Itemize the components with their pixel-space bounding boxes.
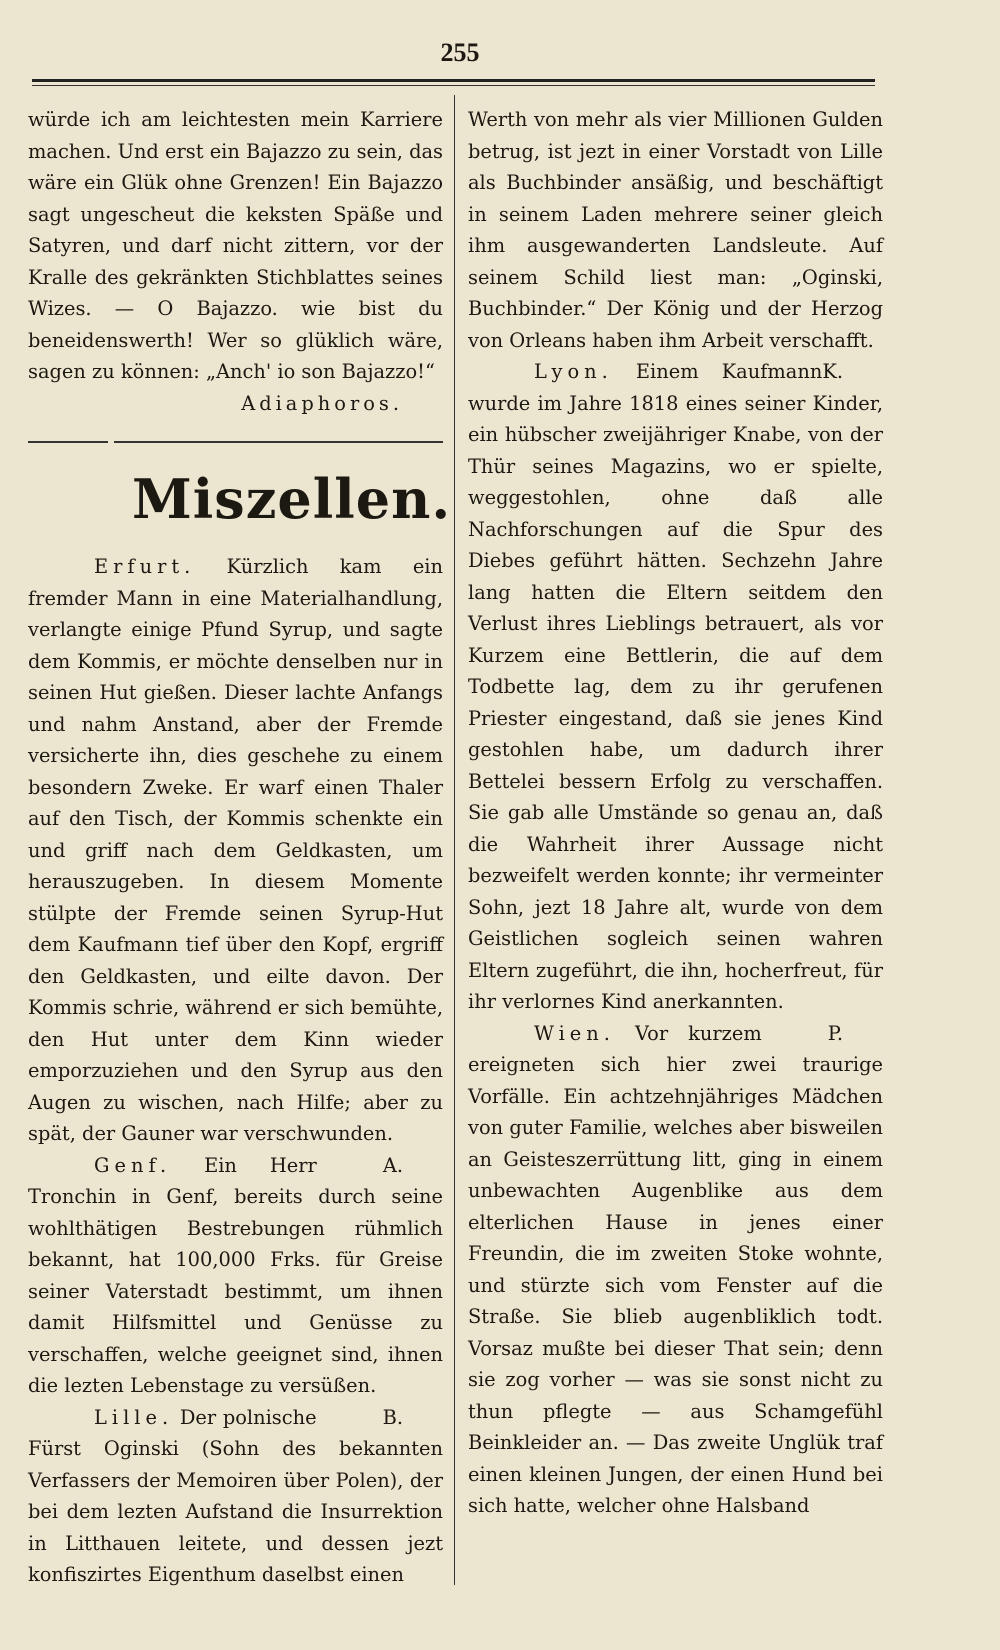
item-text: Kürzlich kam ein fremder Mann in eine Materialhandlung, verlangte einige Pfund Syrup, und sagte dem Kommis, er möchte denselben nur in seinen Hut gießen. Dieser lachte Anfangs und nahm Anstand, aber der Fremde versicherte ihn, dies geschehe zu einem besondern Zweke. Er warf einen Thaler auf den Tisch, der Kommis schenkte ein und griff nach dem Geldkasten, um herauszugeben. In diesem Momente stülpte der Fremde seinen Syrup-Hut dem Kaufmann tief über den Kopf, ergriff den Geldkasten, und eilte davon. Der Kommis schrie, während er sich bemühte, den Hut unter dem Kinn wieder emporzuziehen und den Syrup aus den Augen zu wischen, nach Hilfe; aber zu spät, der Gauner war verschwunden. bbox=[28, 555, 444, 1145]
news-item-wien bbox=[468, 1018, 883, 1522]
item-text: Vor kurzem ereigneten sich hier zwei traurige Vorfälle. Ein achtzehnjähriges Mädchen von guter Familie, welches aber bisweilen an Geisteszerrüttung litt, ging in einem unbewachten Augenblike aus dem elterlichen Hause in jenes einer Freundin, die im zweiten Stoke wohnte, und stürzte sich vom Fenster auf die Straße. Sie blieb augenbliklich todt. Vorsaz mußte bei dieser That sein; denn sie zog vorher — was sie sonst nicht zu thun pflegte — aus Schamgefühl Beinkleider an. — Das zweite Unglük traf einen kleinen Jungen, der einen Hund bei sich hatte, welcher ohne Halsband bbox=[468, 1021, 883, 1517]
right-column bbox=[468, 104, 883, 1522]
item-text: Ein Herr Tronchin in Genf, bereits durch seine wohlthätigen Bestrebungen rühmlich bekannt, hat 100,000 Frks. für Greise seiner Vaterstadt bestimmt, um ihnen damit Hilfsmittel und Genüsse zu verschaffen, welche geeignet sind, ihnen die lezten Lebenstage zu versüßen. bbox=[28, 1153, 443, 1397]
item-place: Lyon. bbox=[534, 360, 613, 383]
left-column bbox=[28, 104, 452, 1591]
item-place: Lille. bbox=[94, 1405, 174, 1429]
item-signature: K. bbox=[822, 360, 843, 383]
item-place: Erfurt. bbox=[94, 555, 196, 578]
header-rule bbox=[32, 79, 875, 82]
item-signature: A. bbox=[382, 1153, 403, 1177]
item-text: Der polnische Fürst Oginski (Sohn des bekannten Verfassers der Memoiren über Polen), der bei dem lezten Aufstand die Insurrektion in Litthauen leitete, und dessen jezt konfiszirtes Eigenthum daselbst einen bbox=[28, 1405, 443, 1586]
item-signature: P. bbox=[827, 1021, 843, 1045]
column-divider bbox=[454, 95, 455, 1585]
item-place: Wien. bbox=[534, 1021, 615, 1045]
intro-paragraph: würde ich am leichtesten mein Karriere machen. Und erst ein Bajazzo zu sein, das wäre ein Glük ohne Grenzen! Ein Bajazzo sagt ungescheut die keksten Späße und Satyren, und darf nicht zittern, vor der Kralle des gekränkten Stichblattes seines Wizes. — O Bajazzo. wie bist du beneidenswerth! Wer so glüklich wäre, sagen zu können: „Anch' io son Bajazzo!“ bbox=[28, 108, 443, 383]
intro-signature: Adiaphoros. bbox=[241, 391, 403, 415]
section-divider bbox=[28, 441, 443, 443]
item-text: Werth von mehr als vier Millionen Gulden betrug, ist jezt in einer Vorstadt von Lille als Buchbinder ansäßig, und beschäftigt in seinem Laden mehrere seiner gleich ihm ausgewanderten Landsleute. Auf seinem Schild liest man: „Oginski, Buchbinder.“ Der König und der Herzog von Orleans haben ihm Arbeit verschafft. bbox=[468, 108, 883, 352]
page-number: 255 bbox=[440, 38, 480, 67]
header-rule-thin bbox=[32, 85, 875, 86]
item-text: Einem Kaufmann wurde im Jahre 1818 eines seiner Kinder, ein hübscher zweijähriger Knabe, von der Thür seines Magazins, wo er spielte, weggestohlen, ohne daß alle Nachforschungen auf die Spur des Diebes geführt hätten. Sechzehn Jahre lang hatten die Eltern seitdem den Verlust ihres Lieblings betrauert, als vor Kurzem eine Bettlerin, die auf dem Todbette lag, dem zu ihr gerufenen Priester eingestand, daß sie jenes Kind gestohlen habe, um dadurch ihrer Bettelei bessern Erfolg zu verschaffen. Sie gab alle Umstände so genau an, daß die Wahrheit ihrer Aussage nicht bezweifelt werden konnte; ihr vermeinter Sohn, jezt 18 Jahre alt, wurde von dem Geistlichen sogleich seinen wahren Eltern zugeführt, die ihn, hocherfreut, für ihr verlornes Kind anerkannten. bbox=[468, 360, 883, 1013]
item-signature: B. bbox=[382, 1405, 403, 1429]
item-place: Genf. bbox=[94, 1153, 172, 1177]
section-title: Miszellen. bbox=[132, 467, 452, 531]
